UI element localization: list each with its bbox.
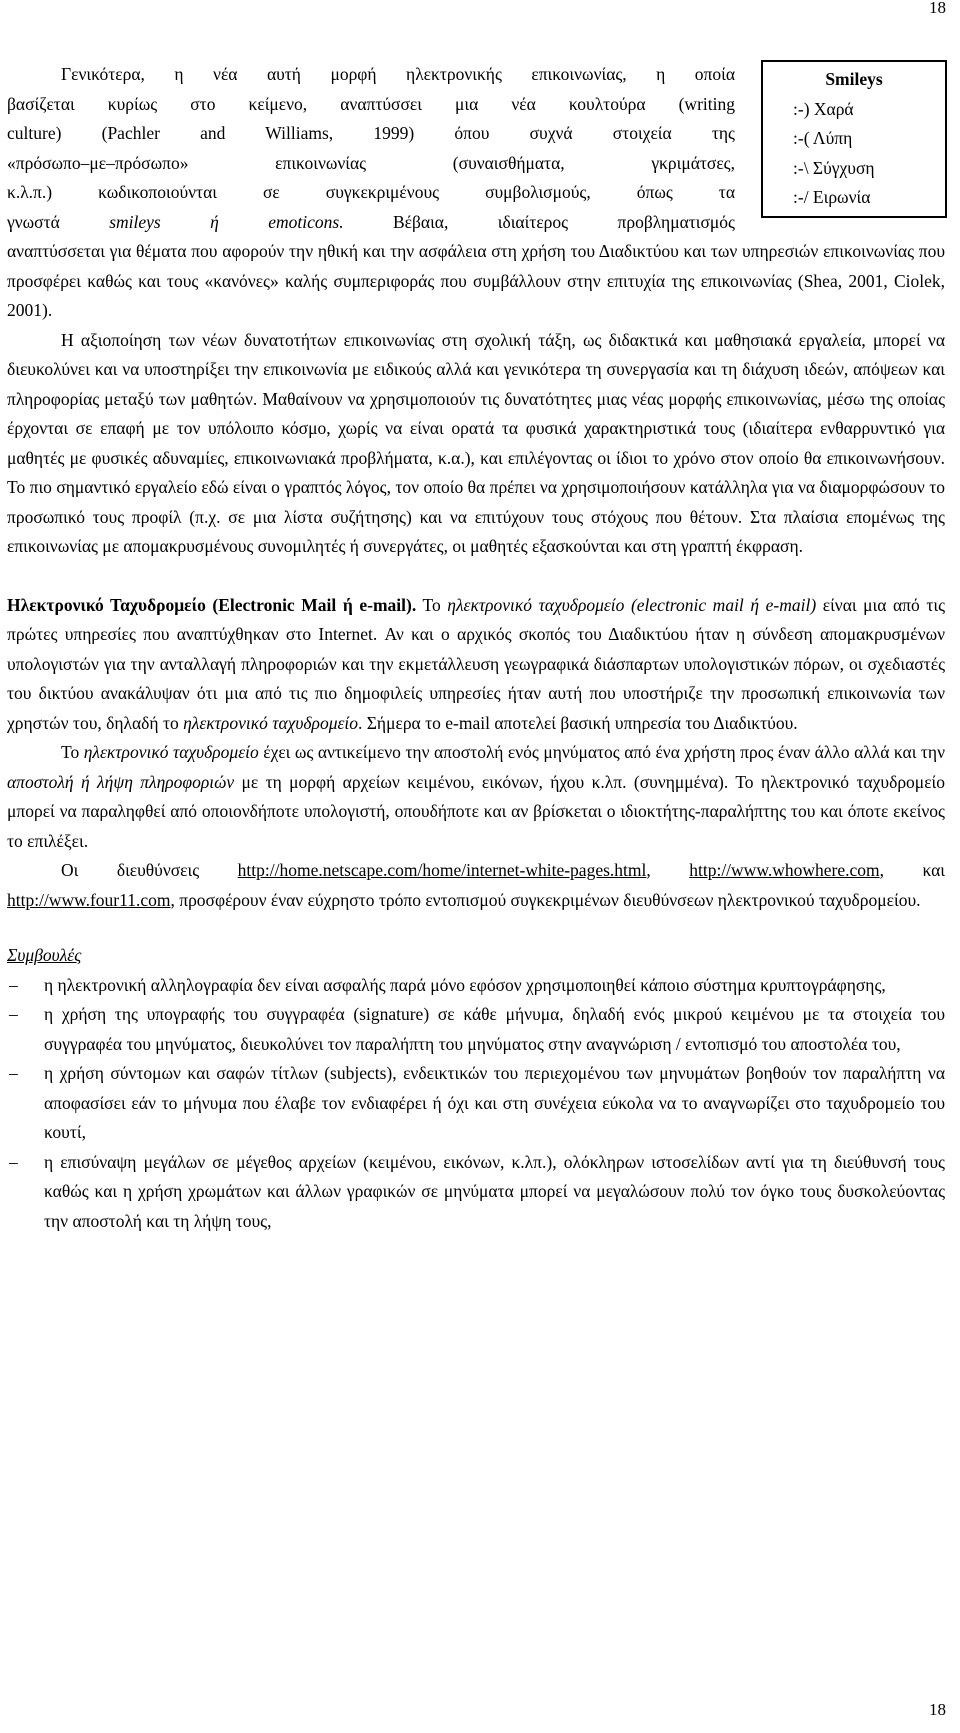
email-heading: Ηλεκτρονικό Ταχυδρομείο (Electronic Mail ή e-mail). (7, 594, 417, 615)
email-paragraph-2: Το ηλεκτρονικό ταχυδρομείο έχει ως αντικείμενο την αποστολή ενός μηνύματος από ένα χρήστη προς έναν άλλο αλλά και την αποστολή ή λήψη πληροφοριών με τη μορφή αρχείων κειμένου, εικόνων, ήχου κ.λπ. (συνημμένα). Το ηλεκτρονικό ταχυδρομείο μπορεί να παραληφθεί από οποιονδήποτε υπολογιστή, οπουδήποτε και αν βρίσκεται ο ιδιοκτήτης-παραλήπτης του και όποτε εκείνος το επιλέξει. (7, 742, 945, 851)
link-netscape[interactable]: http://home.netscape.com/home/internet-white-pages.html (237, 860, 647, 880)
intro-line: βασίζεται κυρίως στο κείμενο, αναπτύσσει μια νέα κουλτούρα (writing (7, 93, 735, 114)
tip-item: – η επισύναψη μεγάλων σε μέγεθος αρχείων (κειμένου, εικόνων, κ.λπ.), ολόκληρων ιστοσελίδων αντί για τη διεύθυνσή τους καθώς και η χρήση χρωμάτων και άλλων γραφικών σε μηνύματα μπορεί να μεγαλώσουν πολύ τον όγκο τους δυσκολεύοντας την αποστολή και τη λήψη τους, (7, 1148, 945, 1237)
paragraph-classroom: Η αξιοποίηση των νέων δυνατοτήτων επικοινωνίας στη σχολική τάξη, ως διδακτικά και μαθησιακά εργαλεία, μπορεί να διευκολύνει και να υποστηρίξει την επικοινωνία με ειδικούς αλλά και γενικότερα τη συνεργασία και τη διάχυση ιδεών, απόψεων και πληροφορίας μεταξύ των μαθητών. Μαθαίνουν να χρησιμοποιούν τις δυνατότητες μιας νέας μορφής επικοινωνίας, μέσω της οποίας έρχονται σε επαφή με τον υπόλοιπο κόσμο, χωρίς να είναι ορατά τα φυσικά χαρακτηριστικά τους (ιδιαίτερα ενθαρρυντικό για μαθητές με φυσικές αδυναμίες, επικοινωνιακά προβλήματα, κ.α.), και επιλέγοντας οι ίδιοι το χρόνο στον οποίο θα επικοινωνήσουν. Το πιο σημαντικό εργαλείο εδώ είναι ο γραπτός λόγος, τον οποίο θα πρέπει να χρησιμοποιήσουν κατάλληλα για να διαμορφώσουν το προσωπικό τους προφίλ (π.χ. σε μια λίστα συζήτησης) και να επιτύχουν τους στόχους που θέτουν. Στα πλαίσια επομένως της επικοινωνίας με απομακρυσμένους συνομιλητές ή συνεργάτες, οι μαθητές εξασκούνται και στη γραπτή έκφραση. (7, 329, 945, 556)
intro-line: κ.λ.π.) κωδικοποιούνται σε συγκεκριμένους συμβολισμούς, όπως τα (7, 182, 735, 202)
tips-heading: Συμβουλές (7, 945, 82, 965)
document-page (7, 60, 945, 1236)
smiley-irony: :-/ Ειρωνία (793, 187, 871, 207)
smileys-title: Smileys (825, 69, 883, 89)
smileys-emoticons-term: smileys ή emoticons. (109, 211, 344, 232)
intro-line: Γενικότερα, η νέα αυτή μορφή ηλεκτρονικής επικοινωνίας, η οποία (61, 64, 735, 84)
intro-line: culture) (Pachler and Williams, 1999) όπου συχνά στοιχεία της (7, 123, 735, 143)
intro-line: «πρόσωπο–με–πρόσωπο» επικοινωνίας (συναισθήματα, γκριμάτσες, (7, 152, 735, 173)
intro-rest: αναπτύσσεται για θέματα που αφορούν την ηθική και την ασφάλεια στη χρήση του Διαδικτύου και των υπηρεσιών επικοινωνίας που προσφέρει καθώς και τους «κανόνες» καλής συμπεριφοράς που συμβάλλουν στην επιτυχία της επικοινωνίας (Shea, 2001, Ciolek, 2001). (7, 241, 945, 320)
intro-line: γνωστά smileys ή emoticons. Βέβαια, ιδιαίτερος προβληματισμός (7, 211, 735, 232)
email-paragraph-1: Ηλεκτρονικό Ταχυδρομείο (Electronic Mail ή e-mail). Το ηλεκτρονικό ταχυδρομείο (electronic mail ή e-mail) είναι μια από τις πρώτες υπηρεσίες που αναπτύχθηκαν στο Internet. Αν και ο αρχικός σκοπός του Διαδικτύου ήταν η σύνδεση απομακρυσμένων υπολογιστών για την ανταλλαγή πληροφοριών και την εκμετάλλευση γεωγραφικά διάσπαρτων υπολογιστικών πόρων, οι σχεδιαστές του δικτύου ανακάλυψαν ότι μια από τις πιο δημοφιλείς υπηρεσίες ήταν αυτή που υποστήριζε την προσωπική επικοινωνία των χρηστών του, δηλαδή το ηλεκτρονικό ταχυδρομείο. Σήμερα το e-mail αποτελεί βασική υπηρεσία του Διαδικτύου. (7, 594, 946, 733)
tips-list (7, 971, 945, 1237)
tip-item: – η ηλεκτρονική αλληλογραφία δεν είναι ασφαλής παρά μόνο εφόσον χρησιμοποιηθεί κάποιο σύστημα κρυπτογράφησης, (7, 971, 945, 1001)
tip-item: – η χρήση σύντομων και σαφών τίτλων (subjects), ενδεικτικών του περιεχομένου των μηνυμάτων βοηθούν τον παραλήπτη να αποφασίσει εάν το μήνυμα που έλαβε τον ενδιαφέρει ή όχι και στη συνέχεια εύκολα να το αναγνωρίζει στο ταχυδρομείο του κουτί, (7, 1059, 945, 1148)
page-number-bottom: 18 (929, 1700, 946, 1719)
smiley-confusion: :-\ Σύγχυση (793, 157, 875, 178)
smiley-sad: :-( Λύπη (793, 128, 853, 148)
smileys-box (761, 60, 947, 218)
page-number-top: 18 (929, 0, 946, 17)
email-paragraph-3: Οι διευθύνσεις http://home.netscape.com/home/internet-white-pages.html, http://www.whowhere.com, και http://www.four11.com, προσφέρουν έναν εύχρηστο τρόπο εντοπισμού συγκεκριμένων διευθύνσεων ηλεκτρονικού ταχυδρομείου. (7, 860, 945, 910)
smiley-happy: :-) Χαρά (793, 98, 854, 119)
tip-item: – η χρήση της υπογραφής του συγγραφέα (signature) σε κάθε μήνυμα, δηλαδή ενός μικρού κειμένου με τα στοιχεία του συγγραφέα του μηνύματος, διευκολύνει τον παραλήπτη του μηνύματος στην αναγνώριση / εντοπισμό του αποστολέα του, (7, 1000, 945, 1059)
link-whowhere[interactable]: http://www.whowhere.com (689, 860, 880, 880)
link-four11[interactable]: http://www.four11.com (7, 889, 171, 910)
